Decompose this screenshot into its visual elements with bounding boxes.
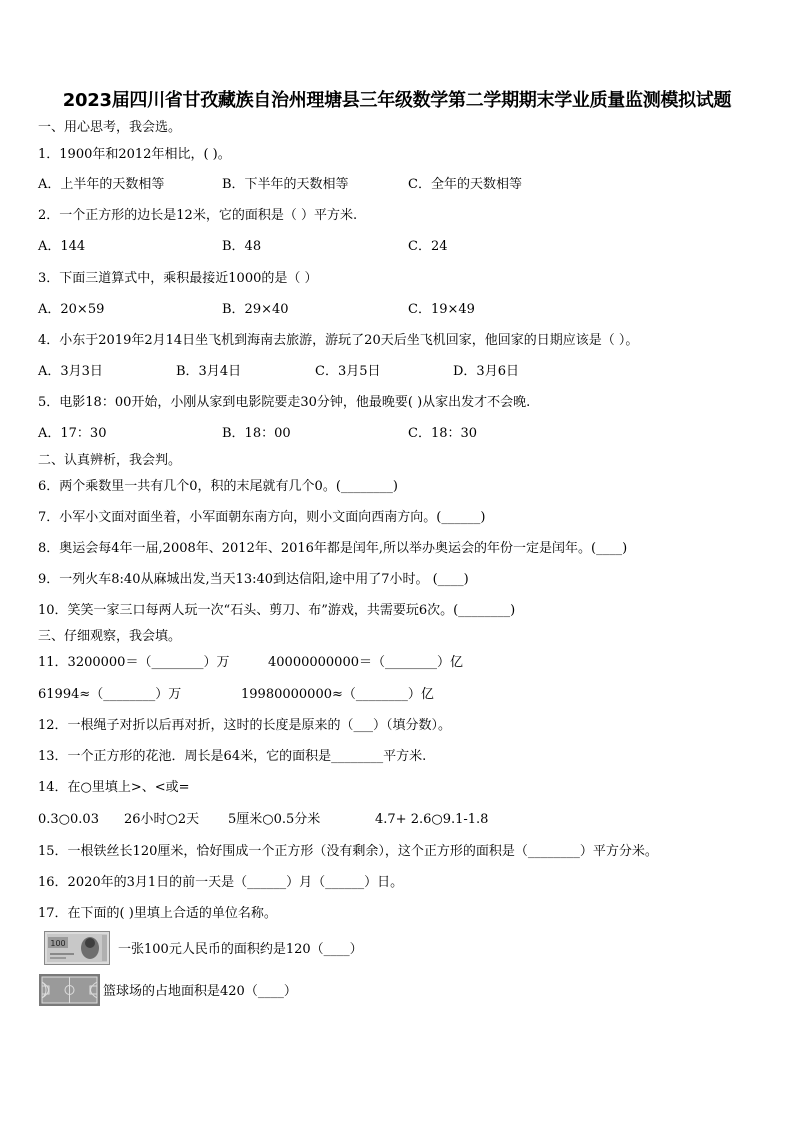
- question-17: 17．在下面的( )里填上合适的单位名称。: [38, 906, 277, 921]
- question-5: 5．电影18：00开始，小刚从家到电影院要走30分钟，他最晚要( )从家出发才不会晚.: [38, 395, 531, 410]
- q1-option-a: A．上半年的天数相等: [38, 177, 165, 192]
- question-16: 16．2020年的3月1日的前一天是（______）月（______）日。: [38, 875, 404, 890]
- q5-option-b: B．18：00: [222, 426, 291, 441]
- q2-option-b: B．48: [222, 239, 262, 254]
- question-11-b: 40000000000＝（________）亿: [268, 655, 463, 670]
- question-17-a: 一张100元人民币的面积约是120（____）: [118, 942, 363, 957]
- question-8: 8．奥运会每4年一届,2008年、2012年、2016年都是闰年,所以举办奥运会的年份一定是闰年。(____): [38, 541, 628, 556]
- q3-option-b: B．29×40: [222, 302, 289, 317]
- question-14: 14．在○里填上>、<或=: [38, 780, 190, 795]
- question-4: 4．小东于2019年2月14日坐飞机到海南去旅游，游玩了20天后坐飞机回家，他回家的日期应该是（ ）。: [38, 333, 639, 348]
- question-17-b: 篮球场的占地面积是420（____）: [103, 984, 297, 999]
- q1-option-b: B．下半年的天数相等: [222, 177, 349, 192]
- q4-option-c: C．3月5日: [315, 364, 381, 379]
- question-12: 12．一根绳子对折以后再对折，这时的长度是原来的（___）（填分数）。: [38, 718, 452, 733]
- question-2: 2．一个正方形的边长是12米，它的面积是（ ）平方米.: [38, 208, 358, 223]
- section-3-heading: 三、仔细观察，我会填。: [38, 629, 182, 644]
- q2-option-c: C．24: [408, 239, 448, 254]
- q4-option-d: D．3月6日: [453, 364, 519, 379]
- q5-option-a: A．17：30: [38, 426, 107, 441]
- q2-option-a: A．144: [38, 239, 86, 254]
- q14-item-4: 4.7+ 2.6○9.1-1.8: [375, 812, 489, 827]
- q14-item-2: 26小时○2天: [124, 812, 200, 827]
- q3-option-a: A．20×59: [38, 302, 105, 317]
- question-1: 1．1900年和2012年相比，( )。: [38, 147, 231, 162]
- basketball-court-image: [39, 974, 100, 1006]
- q5-option-c: C．18：30: [408, 426, 478, 441]
- page-title: 2023届四川省甘孜藏族自治州理塘县三年级数学第二学期期末学业质量监测模拟试题: [62, 90, 732, 111]
- question-9: 9．一列火车8:40从麻城出发,当天13:40到达信阳,途中用了7小时。 (____): [38, 572, 469, 587]
- section-1-heading: 一、用心思考，我会选。: [38, 120, 182, 135]
- question-11-c: 61994≈（________）万: [38, 687, 182, 702]
- banknote-image: [44, 931, 110, 965]
- question-7: 7．小军小文面对面坐着，小军面朝东南方向，则小文面向西南方向。(______): [38, 510, 486, 525]
- q1-option-c: C．全年的天数相等: [408, 177, 522, 192]
- svg-text:100: 100: [50, 939, 66, 948]
- question-11-d: 19980000000≈（________）亿: [241, 687, 434, 702]
- question-15: 15．一根铁丝长120厘米，恰好围成一个正方形（没有剩余），这个正方形的面积是（________）平方分米。: [38, 844, 658, 859]
- q3-option-c: C．19×49: [408, 302, 475, 317]
- question-11-a: 11．3200000＝（________）万: [38, 655, 230, 670]
- question-13: 13．一个正方形的花池．周长是64米，它的面积是________平方米.: [38, 749, 427, 764]
- q4-option-a: A．3月3日: [38, 364, 103, 379]
- section-2-heading: 二、认真辨析，我会判。: [38, 453, 182, 468]
- q14-item-3: 5厘米○0.5分米: [228, 812, 321, 827]
- question-10: 10．笑笑一家三口每两人玩一次“石头、剪刀、布”游戏，共需要玩6次。(________): [38, 603, 516, 618]
- q4-option-b: B．3月4日: [176, 364, 242, 379]
- question-6: 6．两个乘数里一共有几个0，积的末尾就有几个0。(________): [38, 479, 398, 494]
- q14-item-1: 0.3○0.03: [38, 812, 99, 827]
- question-3: 3．下面三道算式中，乘积最接近1000的是（ ）: [38, 271, 318, 286]
